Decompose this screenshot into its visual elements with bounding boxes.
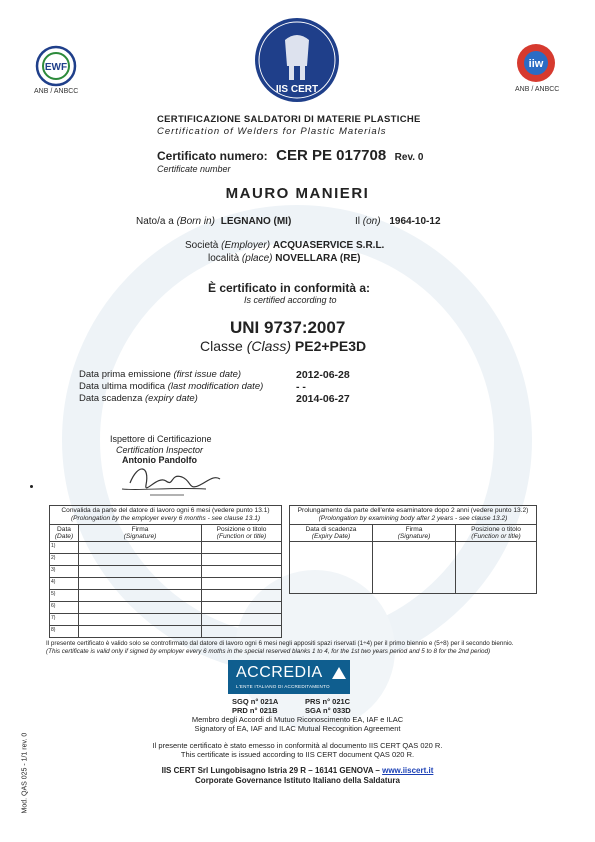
iiw-logo-text: iiw [528,58,544,70]
validity-note-en: (This certificate is valid only if signed by employer every 6 moths in the special reserved blanks 1 to 4, for the 1st two years period and 5 to 8 for the 2nd period) [46,648,491,655]
iiw-logo [517,44,555,82]
accredia-membership [0,715,595,733]
col-signature-label: Firma [405,526,423,533]
col-signature-label-en: (Signature) [123,533,157,540]
accreditation-code: SGQ n° 021A [232,697,279,706]
employer-validation-table [49,505,282,638]
accredia-logo [228,660,350,694]
employer-place-label: località [208,253,240,264]
table-row [50,542,282,554]
signature-cell[interactable] [79,554,202,566]
issued-note-it: Il presente certificato è stato emesso in conformità al documento IIS CERT QAS 020 R. [152,741,443,750]
table-row [50,614,282,626]
certificate-number-label: Certificato numero: [157,149,268,163]
table-row [50,554,282,566]
inspector-title: Ispettore di Certificazione [110,434,212,444]
issued-note [0,741,595,759]
col-date [50,525,79,542]
employer-validation-title: Convalida da parte del datore di lavoro ogni 6 mesi (vedere punto 13.1) [61,507,270,514]
row-number: 5) [50,590,79,602]
certificate-number-row [157,147,423,165]
date-expiry-value: 2014-06-27 [296,393,350,405]
born-label: Nato/a a [136,216,174,227]
class-row [200,338,366,354]
function-cell[interactable] [456,542,537,594]
row-number: 7) [50,614,79,626]
iis-cert-logo [255,18,339,102]
signature-cell[interactable] [79,578,202,590]
ewf-logo-text: EWF [44,62,68,73]
inspector-signature [110,445,240,505]
function-cell[interactable] [202,554,282,566]
function-cell[interactable] [202,602,282,614]
table-row [50,590,282,602]
function-cell[interactable] [202,542,282,554]
birth-row [136,216,291,227]
accreditation-code: SGA n° 033D [305,706,351,715]
accredia-italy-icon [332,667,346,679]
ewf-logo [34,44,78,88]
col-function [456,525,537,542]
class-label: Classe [200,338,243,354]
accredia-membership-it: Membro degli Accordi di Mutuo Riconoscimento EA, IAF e ILAC [191,715,404,724]
col-date-label: Data [57,526,71,533]
examining-body-table [289,505,537,594]
expiry-date-cell[interactable] [290,542,373,594]
table-row [290,542,537,594]
date-expiry [79,393,198,404]
inspector-name: Antonio Pandolfo [122,455,197,465]
date-last-modification-value: - - [296,381,306,393]
date-last-modification [79,381,263,392]
examining-body-header [290,506,537,525]
holder-name: MAURO MANIERI [225,185,370,202]
table-row [50,566,282,578]
certificate-number: CER PE 017708 [276,147,387,164]
date-expiry-label-en: (expiry date) [145,393,198,404]
accredia-codes-right [305,697,351,715]
footer-company: IIS CERT Srl Lungobisagno Istria 29 R – 16141 GENOVA – [161,766,380,775]
signature-cell[interactable] [79,614,202,626]
col-expiry-date [290,525,373,542]
col-function-label: Posizione o titolo [216,526,267,533]
col-signature [373,525,456,542]
signature-cell[interactable] [79,602,202,614]
examining-body-title-en: (Prolongation by examining body after 2 years - see clause 13.2) [318,515,508,522]
accreditation-code: PRD n° 021B [232,706,278,715]
accredia-name: ACCREDIA [236,664,323,681]
validity-note [46,640,556,656]
certification-subtitle: Certification of Welders for Plastic Materials [157,126,387,137]
birth-date: 1964-10-12 [389,216,441,227]
col-signature-label: Firma [131,526,149,533]
employer-validation-title-en: (Prolongation by the employer every 6 months - see clause 13.1) [70,515,261,522]
accredia-tagline: L'ENTE ITALIANO DI ACCREDITAMENTO [236,684,330,689]
conformity-title: È certificato in conformità a: [208,281,371,295]
date-last-modification-label: Data ultima modifica [79,381,166,392]
certificate-number-label-en: Certificate number [157,164,231,174]
date-first-issue-label: Data prima emissione [79,369,171,380]
form-code: Mod. QAS 025 - 1/1 rev. 0 [21,732,29,814]
row-number: 3) [50,566,79,578]
col-function-label: Posizione o titolo [471,526,521,533]
iis-cert-logo-text: IIS CERT [275,84,319,95]
signature-cell[interactable] [373,542,456,594]
employer-label: Società [185,240,219,251]
table-row [50,626,282,638]
class-label-en: (Class) [246,338,292,354]
accredia-membership-en: Signatory of EA, IAF and ILAC Mutual Recognition Agreement [194,724,401,733]
col-signature-label-en: (Signature) [397,533,431,540]
accreditation-code: PRS n° 021C [305,697,351,706]
accredia-codes-left [232,697,278,715]
birth-date-label: Il [355,216,360,227]
date-last-modification-label-en: (last modification date) [167,381,264,392]
right-logo-caption: ANB / ANBCC [515,86,560,93]
function-cell[interactable] [202,626,282,638]
class-value: PE2+PE3D [294,338,367,354]
function-cell[interactable] [202,566,282,578]
born-place: LEGNANO (MI) [220,216,292,227]
employer-row [185,240,384,251]
table-row [50,602,282,614]
signature-cell[interactable] [79,566,202,578]
signature-cell[interactable] [79,542,202,554]
function-cell[interactable] [202,590,282,602]
footer-website-link[interactable]: www.iiscert.it [382,766,434,775]
function-cell[interactable] [202,578,282,590]
col-expiry-date-label: Data di scadenza [305,526,357,533]
row-number: 4) [50,578,79,590]
col-function [202,525,282,542]
examining-body-title: Prolungamento da parte dell'ente esaminatore dopo 2 anni (vedere punto 13.2) [297,507,529,514]
validity-note-it: Il presente certificato è valido solo se controfirmato dal datore di lavoro ogni 6 mesi negli appositi spazi riservati (1÷4) per il primo biennio e (5÷8) per il secondo biennio. [46,640,514,647]
date-expiry-label: Data scadenza [79,393,143,404]
footer-governance: Corporate Governance Istituto Italiano della Saldatura [195,776,400,785]
employer-validation-header [50,506,282,525]
col-function-label-en: (Function or title) [471,533,521,540]
col-signature [79,525,202,542]
birth-date-row [355,216,441,227]
birth-date-label-en: (on) [362,216,381,227]
row-number: 6) [50,602,79,614]
certificate-revision: Rev. 0 [394,152,424,163]
table-row [50,578,282,590]
employer-name: ACQUASERVICE S.R.L. [272,240,385,251]
row-number: 1) [50,542,79,554]
employer-label-en: (Employer) [221,240,271,251]
signature-cell[interactable] [79,590,202,602]
row-number: 2) [50,554,79,566]
standard: UNI 9737:2007 [230,318,346,337]
employer-place: NOVELLARA (RE) [275,253,361,264]
signature-cell[interactable] [79,626,202,638]
date-first-issue-label-en: (first issue date) [173,369,242,380]
footer-address [0,766,595,776]
margin-dot [30,485,33,488]
function-cell[interactable] [202,614,282,626]
employer-place-label-en: (place) [241,253,273,264]
col-date-label-en: (Date) [54,533,74,540]
born-label-en: (Born in) [176,216,215,227]
row-number: 8) [50,626,79,638]
left-logo-caption: ANB / ANBCC [34,88,79,95]
certification-title: CERTIFICAZIONE SALDATORI DI MATERIE PLASTICHE [157,114,421,125]
date-first-issue-value: 2012-06-28 [296,369,350,381]
employer-place-row [208,253,360,264]
col-expiry-date-label-en: (Expiry Date) [311,533,351,540]
date-first-issue [79,369,241,380]
inspector-title-en: Certification Inspector [116,445,204,455]
conformity-title-en: Is certified according to [244,295,337,305]
col-function-label-en: (Function or title) [216,533,267,540]
issued-note-en: This certificate is issued according to IIS CERT document QAS 020 R. [180,750,415,759]
